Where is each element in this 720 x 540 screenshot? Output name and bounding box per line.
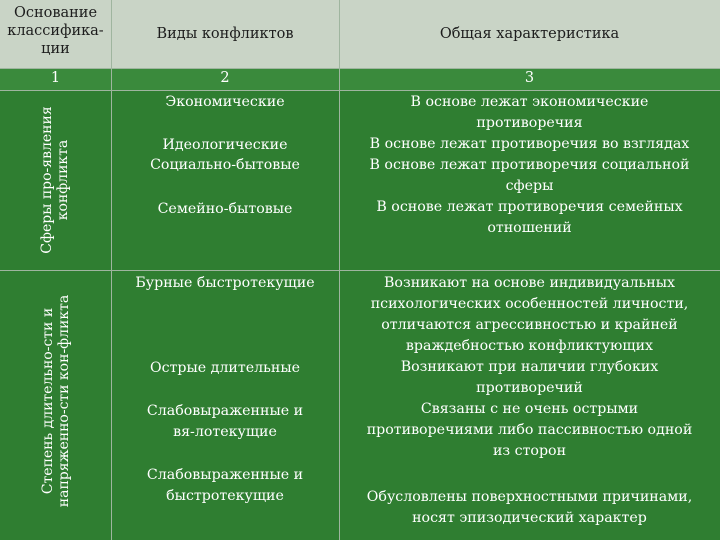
type-line: быстротекущие [166, 488, 284, 504]
description-line: противоречия [476, 115, 583, 131]
description-line: враждебностью конфликтующих [405, 338, 654, 354]
description-line: противоречий [476, 380, 583, 396]
column-number-3: 3 [524, 70, 535, 86]
section-1-label [39, 90, 71, 270]
label-line: напряженно-сти кон-фликта [56, 294, 72, 508]
header-line: Основание [13, 5, 98, 21]
label-line: конфликта [55, 139, 71, 221]
type-line: вя-лотекущие [173, 424, 277, 440]
header-line: классифика- [7, 23, 104, 39]
description-line: противоречиями либо пассивностью одной [366, 422, 693, 438]
description-line: психологических особенностей личности, [370, 296, 689, 312]
grid-line [0, 270, 720, 271]
label-line: Степень длительно-сти и [40, 307, 56, 495]
type-line: Слабовыраженные и [146, 403, 304, 419]
header-classification-basis [0, 4, 111, 58]
type-economic: Экономические [165, 94, 285, 110]
section-2-descriptions-b [339, 487, 720, 529]
description-line: Обусловлены поверхностными причинами, [366, 489, 693, 505]
type-social: Социально-бытовые [150, 157, 300, 173]
type-family: Семейно-бытовые [157, 201, 293, 217]
description-line: В основе лежат экономические [410, 94, 649, 110]
section-1-descriptions [339, 92, 720, 239]
type-weak-fast [111, 465, 339, 507]
type-stormy-fast: Бурные быстротекущие [135, 275, 315, 291]
type-weak-slow [111, 401, 339, 443]
type-line: Слабовыраженные и [146, 467, 304, 483]
grid-line [0, 68, 720, 69]
description-line: Возникают на основе индивидуальных [383, 275, 676, 291]
type-ideological: Идеологические [162, 137, 288, 153]
section-2-descriptions-a [339, 273, 720, 462]
type-acute-long: Острые длительные [149, 360, 301, 376]
header-line: ции [41, 41, 70, 57]
description-line: из сторон [492, 443, 567, 459]
description-line: отношений [487, 220, 572, 236]
grid-line [0, 90, 720, 91]
description-line: В основе лежат противоречия во взглядах [369, 136, 690, 152]
column-number-2: 2 [220, 70, 230, 86]
description-line: В основе лежат противоречия семейных [376, 199, 683, 215]
description-line: сферы [505, 178, 554, 194]
column-number-1: 1 [50, 70, 61, 86]
section-2-label [40, 276, 72, 526]
header-general-characteristics: Общая характеристика [439, 26, 620, 42]
label-line: Сферы про-явления [39, 106, 55, 254]
description-line: Возникают при наличии глубоких [400, 359, 659, 375]
description-line: носят эпизодический характер [412, 510, 647, 526]
description-line: отличаются агрессивностью и крайней [381, 317, 678, 333]
description-line: В основе лежат противоречия социальной [369, 157, 690, 173]
header-conflict-types: Виды конфликтов [156, 26, 294, 42]
description-line: Связаны с не очень острыми [420, 401, 639, 417]
